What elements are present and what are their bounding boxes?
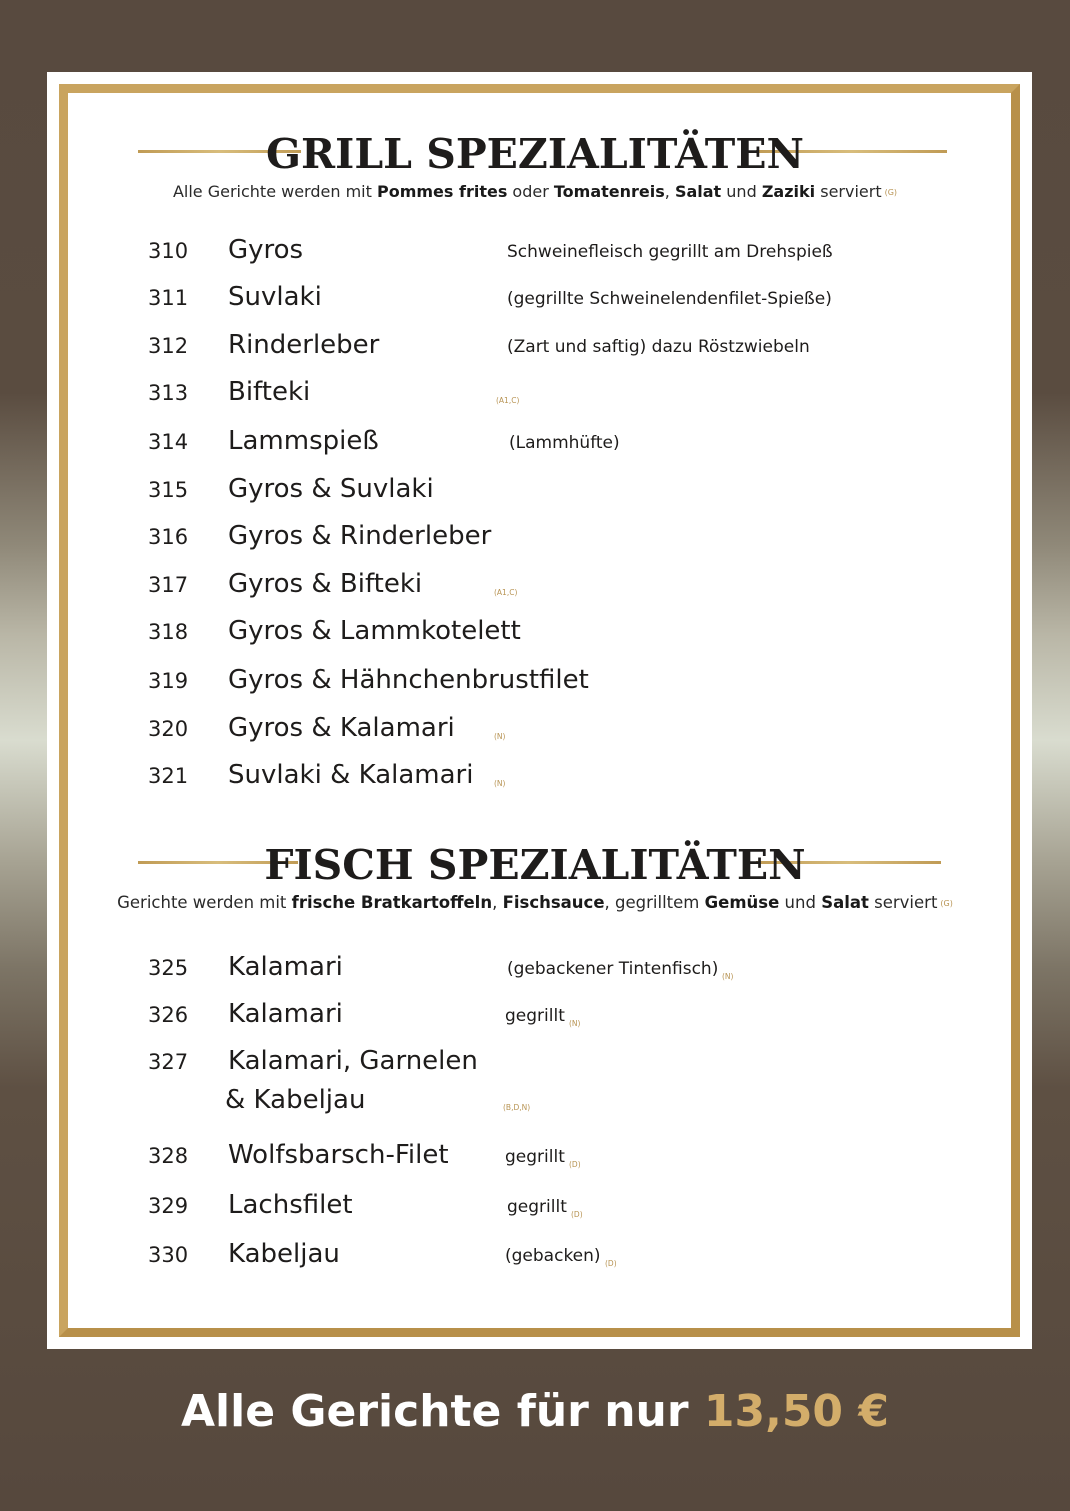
item-number: 319 bbox=[148, 669, 189, 693]
item-name: Suvlaki & Kalamari bbox=[228, 760, 474, 790]
item-name: Kalamari bbox=[228, 999, 343, 1029]
item-name: Kabeljau bbox=[228, 1239, 340, 1269]
allergen-tag: (D) bbox=[571, 1210, 583, 1219]
price-banner bbox=[0, 1386, 1070, 1437]
menu-item bbox=[0, 570, 1070, 610]
item-description: (gebackener Tintenfisch) bbox=[507, 959, 719, 979]
item-description: (gegrillte Schweinelendenfilet-Spieße) bbox=[507, 289, 832, 309]
item-number: 310 bbox=[148, 239, 189, 263]
menu-item bbox=[0, 1046, 1070, 1115]
item-name: Lammspieß bbox=[228, 426, 379, 456]
item-description: gegrillt bbox=[507, 1197, 567, 1217]
menu-item bbox=[0, 1000, 1070, 1040]
allergen-tag: (N) bbox=[494, 779, 506, 788]
allergen-tag: (N) bbox=[722, 972, 734, 981]
item-number: 317 bbox=[148, 573, 189, 597]
item-name: Gyros & Bifteki bbox=[228, 569, 423, 599]
menu-item bbox=[0, 236, 1070, 276]
item-name: Rinderleber bbox=[228, 330, 380, 360]
allergen-tag: (B,D,N) bbox=[503, 1103, 531, 1112]
fisch-subtitle: Gerichte werden mit frische Bratkartoffeln, Fischsauce, gegrilltem Gemüse und Salat serviert (G) bbox=[117, 893, 953, 912]
item-name: Gyros & Suvlaki bbox=[228, 474, 434, 504]
allergen-tag: (N) bbox=[569, 1019, 581, 1028]
item-number: 316 bbox=[148, 525, 189, 549]
item-number: 325 bbox=[148, 956, 189, 980]
item-name: Gyros & Kalamari bbox=[228, 713, 455, 743]
item-name: Gyros & Rinderleber bbox=[228, 521, 492, 551]
menu-item bbox=[0, 1240, 1070, 1280]
item-name: Gyros & Hähnchenbrustfilet bbox=[228, 665, 589, 695]
item-description: (Lammhüfte) bbox=[509, 433, 620, 453]
item-number: 314 bbox=[148, 430, 189, 454]
item-name: Kalamari, Garnelen bbox=[228, 1046, 478, 1076]
allergen-tag: (D) bbox=[569, 1160, 581, 1169]
item-description: (gebacken) bbox=[505, 1246, 601, 1266]
menu-item bbox=[0, 761, 1070, 801]
menu-item bbox=[0, 331, 1070, 371]
item-number: 330 bbox=[148, 1243, 189, 1267]
item-number: 326 bbox=[148, 1003, 189, 1027]
item-name: Bifteki bbox=[228, 377, 311, 407]
menu-item bbox=[0, 714, 1070, 754]
grill-heading: GRILL SPEZIALITÄTEN bbox=[266, 130, 804, 178]
menu-item bbox=[0, 953, 1070, 993]
item-number: 320 bbox=[148, 717, 189, 741]
item-number: 321 bbox=[148, 764, 189, 788]
item-name: Suvlaki bbox=[228, 282, 322, 312]
allergen-tag: (G) bbox=[884, 187, 898, 197]
menu-item bbox=[0, 427, 1070, 467]
price-value: 13,50 € bbox=[703, 1386, 889, 1437]
item-number: 329 bbox=[148, 1194, 189, 1218]
item-description: Schweinefleisch gegrillt am Drehspieß bbox=[507, 242, 833, 262]
menu-item bbox=[0, 1191, 1070, 1231]
menu-item bbox=[0, 617, 1070, 657]
item-description: gegrillt bbox=[505, 1006, 565, 1026]
item-number: 327 bbox=[148, 1050, 189, 1074]
item-name: Kalamari bbox=[228, 952, 343, 982]
item-number: 311 bbox=[148, 286, 189, 310]
item-description: (Zart und saftig) dazu Röstzwiebeln bbox=[507, 337, 810, 357]
menu-item bbox=[0, 1141, 1070, 1181]
menu-item bbox=[0, 475, 1070, 515]
item-number: 318 bbox=[148, 620, 189, 644]
allergen-tag: (G) bbox=[940, 898, 953, 908]
allergen-tag: (A1,C) bbox=[496, 396, 520, 405]
item-number: 313 bbox=[148, 381, 189, 405]
menu-item bbox=[0, 283, 1070, 323]
item-name: Gyros & Lammkotelett bbox=[228, 616, 521, 646]
item-number: 328 bbox=[148, 1144, 189, 1168]
price-banner-text: Alle Gerichte für nur bbox=[181, 1386, 704, 1437]
item-number: 315 bbox=[148, 478, 189, 502]
item-name: Wolfsbarsch-Filet bbox=[228, 1140, 449, 1170]
item-name: Lachsfilet bbox=[228, 1190, 353, 1220]
allergen-tag: (N) bbox=[494, 732, 506, 741]
item-number: 312 bbox=[148, 334, 189, 358]
item-description: gegrillt bbox=[505, 1147, 565, 1167]
grill-subtitle: Alle Gerichte werden mit Pommes frites oder Tomatenreis, Salat und Zaziki serviert (G) bbox=[172, 182, 898, 201]
allergen-tag: (A1,C) bbox=[494, 588, 518, 597]
menu-item bbox=[0, 378, 1070, 418]
item-name-continued: & Kabeljau bbox=[225, 1085, 366, 1115]
menu-item bbox=[0, 522, 1070, 562]
item-name: Gyros bbox=[228, 235, 304, 265]
fisch-heading: FISCH SPEZIALITÄTEN bbox=[264, 841, 806, 889]
menu-item bbox=[0, 666, 1070, 706]
allergen-tag: (D) bbox=[605, 1259, 617, 1268]
